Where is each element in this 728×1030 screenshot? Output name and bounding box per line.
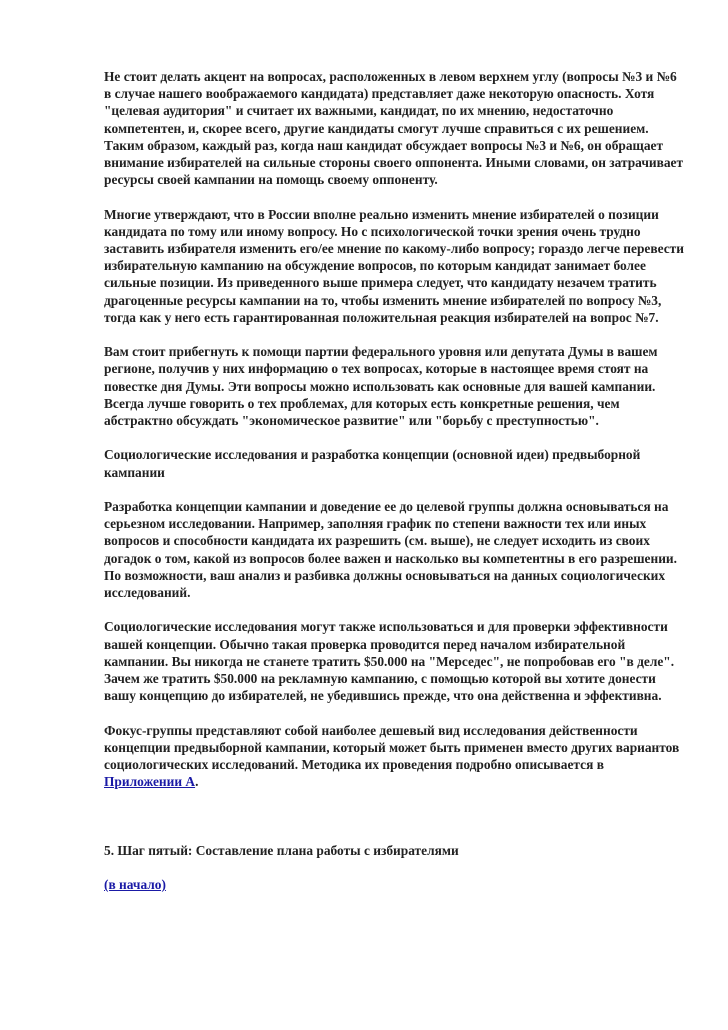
focus-groups-text: Фокус-группы представляют собой наиболее дешевый вид исследования действенности концепции предвыборной кампании, который может быть применен вместо других вариантов социологических исследований. Методика их проведения подробно описывается в	[104, 722, 680, 773]
paragraph-issues-risk: Не стоит делать акцент на вопросах, расположенных в левом верхнем углу (вопросы №3 и №6 в случае нашего воображаемого кандидата) представляет даже некоторую опасность. Хотя "целевая аудитория" и считает их важными, кандидат, по их мнению, недостаточно компетентен, и, скорее всего, другие кандидаты смогут лучше справиться с их решением. Таким образом, каждый раз, когда наш кандидат обсуждает вопросы №3 и №6, он обращает внимание избирателей на сильные стороны своего оппонента. Иными словами, он затрачивает ресурсы своей кампании на помощь своему оппоненту.	[104, 69, 684, 188]
back-to-top-link[interactable]: (в начало)	[104, 877, 166, 893]
focus-groups-period: .	[195, 774, 199, 790]
appendix-a-link[interactable]: Приложении А	[104, 774, 196, 790]
paragraph-focus-groups	[104, 722, 684, 791]
section-heading-research: Социологические исследования и разработка концепции (основной идеи) предвыборной кампании	[104, 447, 641, 480]
spacer	[104, 808, 684, 842]
paragraph-duma-agenda: Вам стоит прибегнуть к помощи партии федерального уровня или депутата Думы в вашем регионе, получив у них информацию о тех вопросах, которые в настоящее время стоят на повестке дня Думы. Эти вопросы можно использовать как основные для вашей кампании. Всегда лучше говорить о тех проблемах, для которых есть конкретные решения, чем абстрактно обсуждать "экономическое развитие" или "борьбу с преступностью".	[104, 344, 658, 429]
paragraph-changing-opinion: Многие утверждают, что в России вполне реально изменить мнение избирателей о позиции кандидата по тому или иному вопросу. Но с психологической точки зрения очень трудно заставить избирателя изменить его/ее мнение по какому-либо вопросу; гораздо легче перевести избирательную кампанию на обсуждение вопросов, по которым кандидат занимает более сильные позиции. Из приведенного выше примера следует, что кандидату незачем тратить драгоценные ресурсы кампании на то, чтобы изменить мнение избирателей по вопросу №3, тогда как у него есть гарантированная положительная реакция избирателей на вопрос №7.	[104, 206, 684, 325]
document-body	[104, 68, 684, 910]
paragraph-concept-testing: Социологические исследования могут также использоваться и для проверки эффективности вашей концепции. Обычно такая проверка проводится перед началом избирательной кампании. Вы никогда не станете тратить $50.000 на "Мерседес", не попробовав его "в деле". Зачем же тратить $50.000 на рекламную кампанию, с помощью которой вы хотите донести вашу концепцию до избирателей, не убедившись прежде, что она действенна и эффективна.	[104, 619, 675, 704]
step-five-heading: 5. Шаг пятый: Составление плана работы с избирателями	[104, 842, 459, 858]
back-to-top-paragraph	[104, 876, 684, 893]
paragraph-concept-research: Разработка концепции кампании и доведение ее до целевой группы должна основываться на серьезном исследовании. Например, заполняя график по степени важности тех или иных вопросов и способности кандидата их разрешить (см. выше), не следует исходить из своих догадок о том, какой из вопросов более важен и насколько вы компетентны в его разрешении. По возможности, ваш анализ и разбивка должны основываться на данных социологических исследований.	[104, 499, 677, 601]
